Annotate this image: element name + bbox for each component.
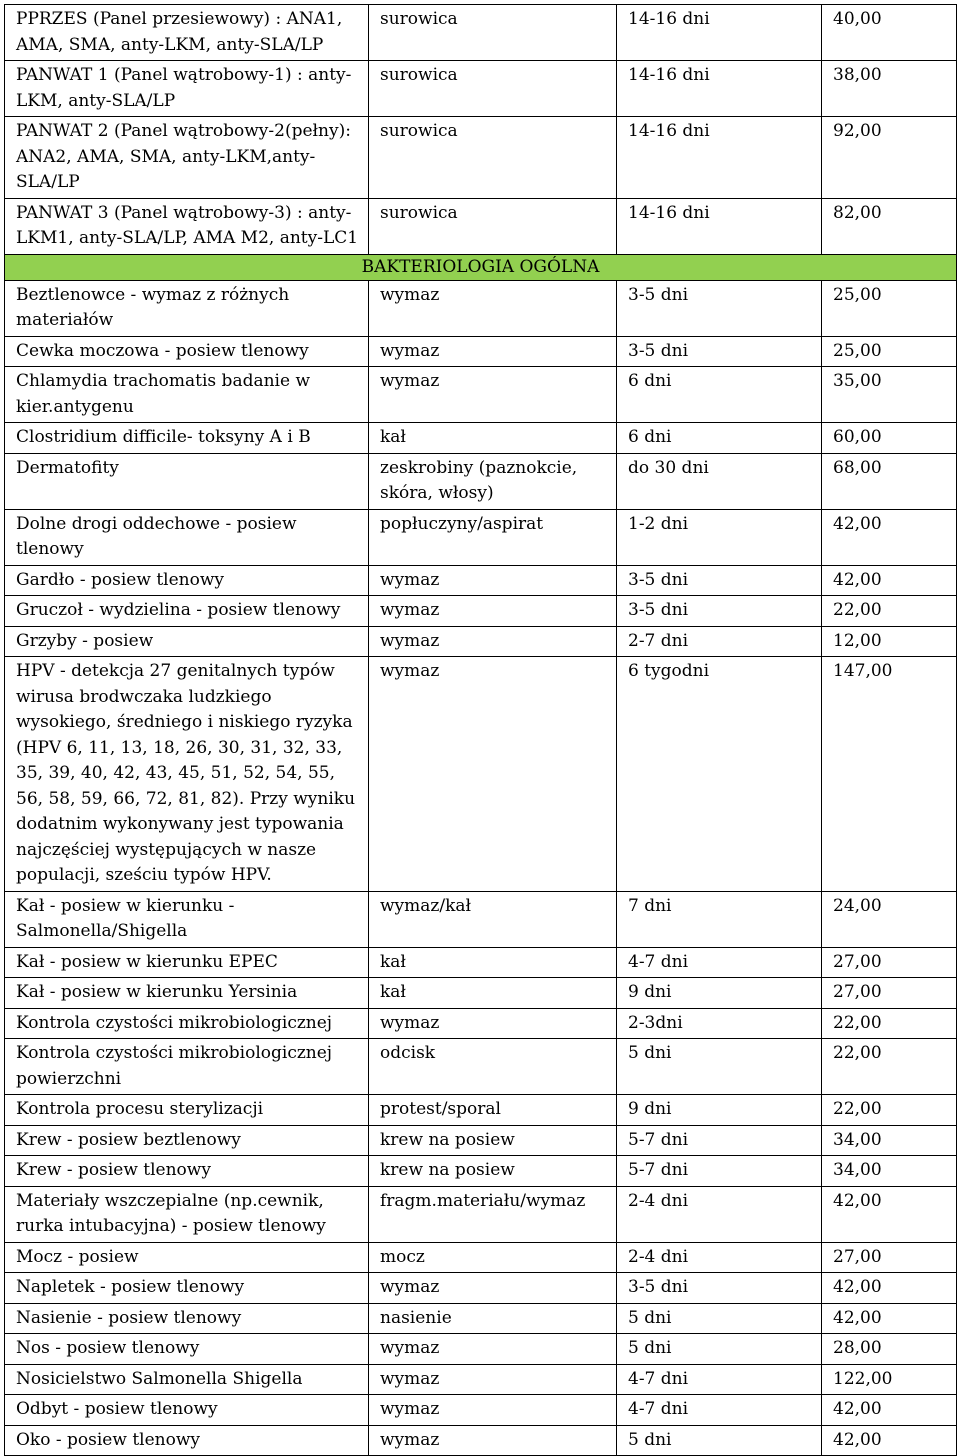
test-name: Beztlenowce - wymaz z różnych materiałów: [5, 280, 369, 336]
test-price: 42,00: [822, 1395, 957, 1426]
test-material: fragm.materiału/wymaz: [369, 1186, 617, 1242]
test-price: 122,00: [822, 1364, 957, 1395]
test-price: 28,00: [822, 1334, 957, 1365]
test-name: PPRZES (Panel przesiewowy) : ANA1, AMA, SMA, anty-LKM, anty-SLA/LP: [5, 5, 369, 61]
test-price: 22,00: [822, 1039, 957, 1095]
test-turnaround-time: 6 dni: [617, 423, 822, 454]
panel-row: [5, 198, 957, 254]
test-turnaround-time: 5 dni: [617, 1425, 822, 1456]
test-turnaround-time: 2-7 dni: [617, 626, 822, 657]
test-turnaround-time: 3-5 dni: [617, 596, 822, 627]
test-material: wymaz: [369, 280, 617, 336]
test-name: Napletek - posiew tlenowy: [5, 1273, 369, 1304]
test-material: surowica: [369, 117, 617, 199]
test-material: odcisk: [369, 1039, 617, 1095]
test-row: [5, 336, 957, 367]
test-row: [5, 367, 957, 423]
test-turnaround-time: 1-2 dni: [617, 509, 822, 565]
panel-row: [5, 61, 957, 117]
test-material: wymaz: [369, 1364, 617, 1395]
test-name: Dolne drogi oddechowe - posiew tlenowy: [5, 509, 369, 565]
test-price: 22,00: [822, 596, 957, 627]
test-price: 68,00: [822, 453, 957, 509]
panel-row: [5, 5, 957, 61]
test-turnaround-time: 5-7 dni: [617, 1156, 822, 1187]
test-material: wymaz: [369, 1425, 617, 1456]
test-price: 60,00: [822, 423, 957, 454]
test-name: Kontrola czystości mikrobiologicznej: [5, 1008, 369, 1039]
test-row: [5, 978, 957, 1009]
test-material: wymaz/kał: [369, 891, 617, 947]
test-price: 27,00: [822, 947, 957, 978]
test-price: 34,00: [822, 1125, 957, 1156]
test-row: [5, 1395, 957, 1426]
test-name: Krew - posiew beztlenowy: [5, 1125, 369, 1156]
test-material: wymaz: [369, 565, 617, 596]
test-turnaround-time: 5 dni: [617, 1334, 822, 1365]
test-price: 27,00: [822, 978, 957, 1009]
test-material: krew na posiew: [369, 1156, 617, 1187]
test-row: [5, 423, 957, 454]
test-price: 92,00: [822, 117, 957, 199]
test-turnaround-time: 3-5 dni: [617, 565, 822, 596]
test-turnaround-time: 14-16 dni: [617, 61, 822, 117]
test-turnaround-time: 4-7 dni: [617, 947, 822, 978]
test-material: wymaz: [369, 626, 617, 657]
test-row: [5, 1156, 957, 1187]
test-name: Odbyt - posiew tlenowy: [5, 1395, 369, 1426]
test-price: 34,00: [822, 1156, 957, 1187]
test-name: Kontrola procesu sterylizacji: [5, 1095, 369, 1126]
test-name: Krew - posiew tlenowy: [5, 1156, 369, 1187]
test-material: protest/sporal: [369, 1095, 617, 1126]
test-row: [5, 565, 957, 596]
test-name: Nosicielstwo Salmonella Shigella: [5, 1364, 369, 1395]
test-turnaround-time: 14-16 dni: [617, 198, 822, 254]
test-price: 24,00: [822, 891, 957, 947]
test-material: kał: [369, 423, 617, 454]
test-material: wymaz: [369, 596, 617, 627]
test-material: popłuczyny/aspirat: [369, 509, 617, 565]
test-material: wymaz: [369, 1395, 617, 1426]
test-name: Oko - posiew tlenowy: [5, 1425, 369, 1456]
test-price: 27,00: [822, 1242, 957, 1273]
test-row: [5, 1039, 957, 1095]
test-material: krew na posiew: [369, 1125, 617, 1156]
test-turnaround-time: 9 dni: [617, 978, 822, 1009]
section-title: BAKTERIOLOGIA OGÓLNA: [5, 254, 957, 280]
test-price: 82,00: [822, 198, 957, 254]
test-name: Nos - posiew tlenowy: [5, 1334, 369, 1365]
test-material: zeskrobiny (paznokcie, skóra, włosy): [369, 453, 617, 509]
test-price: 40,00: [822, 5, 957, 61]
test-price: 22,00: [822, 1095, 957, 1126]
test-row: [5, 596, 957, 627]
test-turnaround-time: 5 dni: [617, 1039, 822, 1095]
test-name: Kał - posiew w kierunku - Salmonella/Shigella: [5, 891, 369, 947]
test-row: [5, 509, 957, 565]
test-material: mocz: [369, 1242, 617, 1273]
test-material: wymaz: [369, 1008, 617, 1039]
test-name: Kał - posiew w kierunku Yersinia: [5, 978, 369, 1009]
test-name: PANWAT 3 (Panel wątrobowy-3) : anty-LKM1, anty-SLA/LP, AMA M2, anty-LC1: [5, 198, 369, 254]
test-name: Grzyby - posiew: [5, 626, 369, 657]
test-name: HPV - detekcja 27 genitalnych typów wirusa brodwczaka ludzkiego wysokiego, średniego i niskiego ryzyka (HPV 6, 11, 13, 18, 26, 30, 31, 32, 33, 35, 39, 40, 42, 43, 45, 51, 52, 54, 55, 56, 58, 59, 66, 72, 81, 82). Przy wyniku dodatnim wykonywany jest typowania najczęściej występujących w nasze populacji, sześciu typów HPV.: [5, 657, 369, 892]
test-name: PANWAT 2 (Panel wątrobowy-2(pełny): ANA2, AMA, SMA, anty-LKM,anty- SLA/LP: [5, 117, 369, 199]
test-price: 42,00: [822, 1425, 957, 1456]
test-row: [5, 1425, 957, 1456]
panel-row: [5, 117, 957, 199]
test-row: [5, 891, 957, 947]
test-material: surowica: [369, 5, 617, 61]
test-row: [5, 1303, 957, 1334]
test-material: wymaz: [369, 336, 617, 367]
test-row: [5, 1242, 957, 1273]
test-turnaround-time: 7 dni: [617, 891, 822, 947]
test-turnaround-time: 3-5 dni: [617, 280, 822, 336]
test-row: [5, 1008, 957, 1039]
test-name: Nasienie - posiew tlenowy: [5, 1303, 369, 1334]
test-turnaround-time: 14-16 dni: [617, 117, 822, 199]
test-material: wymaz: [369, 657, 617, 892]
test-name: Clostridium difficile- toksyny A i B: [5, 423, 369, 454]
test-turnaround-time: 5 dni: [617, 1303, 822, 1334]
test-material: surowica: [369, 198, 617, 254]
test-material: wymaz: [369, 367, 617, 423]
test-price: 12,00: [822, 626, 957, 657]
test-price: 38,00: [822, 61, 957, 117]
test-material: surowica: [369, 61, 617, 117]
test-price: 22,00: [822, 1008, 957, 1039]
test-material: nasienie: [369, 1303, 617, 1334]
test-price: 35,00: [822, 367, 957, 423]
test-row: [5, 1125, 957, 1156]
test-material: wymaz: [369, 1273, 617, 1304]
test-name: Materiały wszczepialne (np.cewnik, rurka intubacyjna) - posiew tlenowy: [5, 1186, 369, 1242]
test-turnaround-time: 3-5 dni: [617, 1273, 822, 1304]
price-list-table: [4, 4, 957, 1456]
test-price: 147,00: [822, 657, 957, 892]
test-turnaround-time: 9 dni: [617, 1095, 822, 1126]
test-row: [5, 626, 957, 657]
test-row: [5, 1273, 957, 1304]
test-turnaround-time: 6 tygodni: [617, 657, 822, 892]
test-turnaround-time: 2-4 dni: [617, 1186, 822, 1242]
test-row: [5, 1186, 957, 1242]
test-price: 42,00: [822, 1186, 957, 1242]
test-name: Gruczoł - wydzielina - posiew tlenowy: [5, 596, 369, 627]
test-row: [5, 1095, 957, 1126]
test-row: [5, 453, 957, 509]
test-price: 25,00: [822, 280, 957, 336]
price-list-body: [5, 5, 957, 1456]
test-material: wymaz: [369, 1334, 617, 1365]
test-name: Chlamydia trachomatis badanie w kier.antygenu: [5, 367, 369, 423]
test-name: Dermatofity: [5, 453, 369, 509]
test-turnaround-time: 5-7 dni: [617, 1125, 822, 1156]
test-turnaround-time: 4-7 dni: [617, 1395, 822, 1426]
test-turnaround-time: 3-5 dni: [617, 336, 822, 367]
test-turnaround-time: 2-3dni: [617, 1008, 822, 1039]
test-name: PANWAT 1 (Panel wątrobowy-1) : anty-LKM, anty-SLA/LP: [5, 61, 369, 117]
test-row: [5, 1334, 957, 1365]
test-row: [5, 280, 957, 336]
test-turnaround-time: 14-16 dni: [617, 5, 822, 61]
test-price: 42,00: [822, 1273, 957, 1304]
section-header-row: [5, 254, 957, 280]
test-turnaround-time: 6 dni: [617, 367, 822, 423]
test-row: [5, 657, 957, 892]
test-material: kał: [369, 947, 617, 978]
test-material: kał: [369, 978, 617, 1009]
test-name: Cewka moczowa - posiew tlenowy: [5, 336, 369, 367]
test-price: 42,00: [822, 565, 957, 596]
test-turnaround-time: do 30 dni: [617, 453, 822, 509]
test-name: Kał - posiew w kierunku EPEC: [5, 947, 369, 978]
test-name: Mocz - posiew: [5, 1242, 369, 1273]
test-price: 25,00: [822, 336, 957, 367]
test-row: [5, 947, 957, 978]
test-row: [5, 1364, 957, 1395]
test-turnaround-time: 2-4 dni: [617, 1242, 822, 1273]
test-price: 42,00: [822, 1303, 957, 1334]
test-name: Gardło - posiew tlenowy: [5, 565, 369, 596]
test-turnaround-time: 4-7 dni: [617, 1364, 822, 1395]
test-price: 42,00: [822, 509, 957, 565]
test-name: Kontrola czystości mikrobiologicznej powierzchni: [5, 1039, 369, 1095]
